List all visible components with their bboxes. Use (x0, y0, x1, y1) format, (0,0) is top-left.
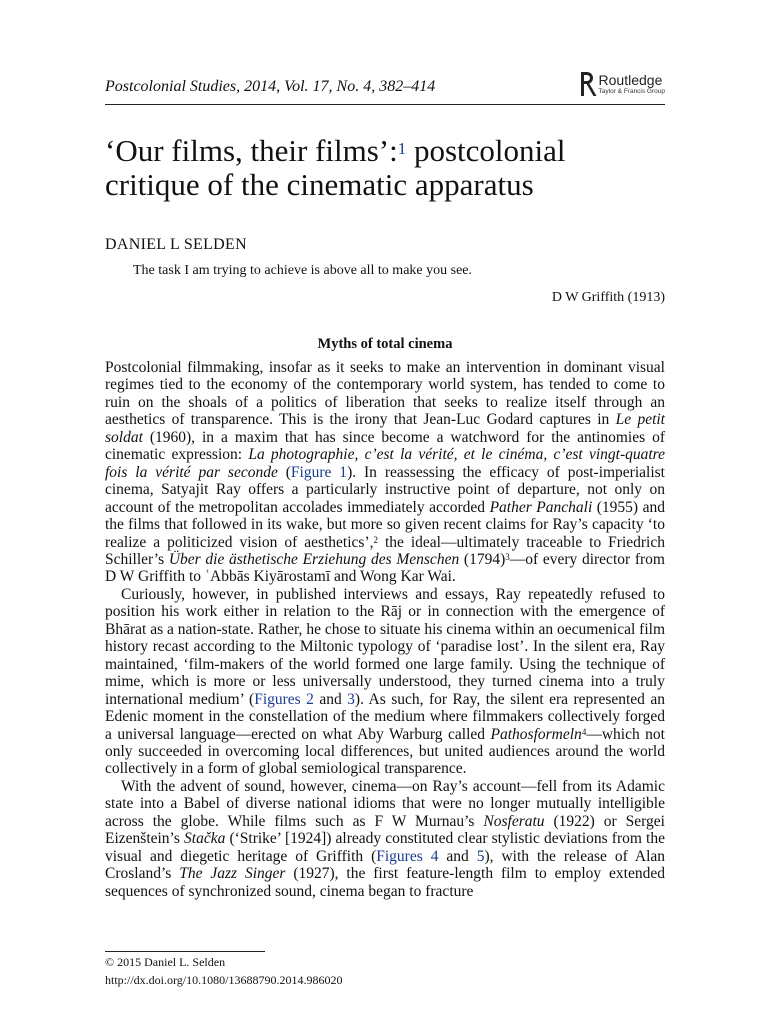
italic-text: The Jazz Singer (179, 865, 286, 883)
figure-reference-link[interactable]: Figures 2 (254, 690, 314, 708)
figure-reference-link[interactable]: 3 (347, 690, 355, 708)
footnote-marker[interactable]: 4 (581, 726, 587, 737)
publisher-subtitle: Taylor & Francis Group (598, 87, 665, 95)
publisher-logo (581, 72, 665, 96)
italic-text: Nosferatu (483, 812, 545, 830)
copyright-line: © 2015 Daniel L. Selden (105, 955, 226, 969)
text-run: ), with the release of Alan Crosland’s (105, 847, 665, 883)
italic-text: Über die ästhetische Erziehung des Menschen (168, 550, 460, 568)
running-header (105, 70, 665, 106)
epigraph-attribution: D W Griffith (1913) (551, 290, 665, 305)
text-run: the ideal—ultimately traceable to Friedrich Schiller’s (105, 533, 665, 568)
title-part-2: postcolonial critique of the cinematic apparatus (105, 133, 566, 202)
title-part-1: ‘Our films, their films’: (105, 133, 398, 168)
title-footnote-link[interactable]: 1 (397, 139, 407, 158)
section-heading: Myths of total cinema (317, 336, 453, 352)
text-run: ( (277, 463, 291, 481)
text-run: and (438, 847, 477, 865)
body-paragraph (105, 778, 665, 900)
text-run: Curiously, however, in published interviews and essays, Ray repeatedly refused to position his work either in relation to the Rāj or in connection with the emergence of Bhārat as a nation-state. Rather, he chose to situate his cinema within an oecumenical film history recast according to the Miltonic typology of ‘paradise lost’. In the silent era, Ray maintained, ‘film-makers of the world formed one large family. Using the technique of mime, which is more or less universally understood, they turned cinema into a truly international medium’ ( (105, 585, 665, 708)
italic-text: La photographie, c’est la vérité, et le cinéma, c’est vingt-quatre fois la vérité par seconde (105, 446, 666, 481)
text-run: With the advent of sound, however, cinema—on Ray’s account—fell from its Adamic state into a Babel of diverse national idioms that were no longer mutually intelligible across the globe. While films such as F W Murnau’s (105, 777, 665, 830)
text-run: (1922) or Sergei Eizenštein’s (105, 812, 665, 848)
body-text (105, 359, 665, 900)
body-paragraph (105, 586, 665, 778)
figure-reference-link[interactable]: 5 (476, 847, 485, 865)
publisher-name: Routledge (598, 71, 663, 88)
text-run: and (313, 690, 348, 708)
text-run: ). As such, for Ray, the silent era represented an Edenic moment in the constellation of the medium where filmmakers collectively forged a universal language—erected on what Aby Warburg called (105, 690, 666, 743)
footnote-marker[interactable]: 3 (505, 551, 510, 562)
epigraph-quote: The task I am trying to achieve is above all to make you see. (133, 263, 473, 278)
text-run: (‘Strike’ [1924]) already constituted clear stylistic deviations from the visual and diegetic heritage of Griffith ( (105, 830, 665, 865)
italic-text: Le petit soldat (105, 411, 665, 446)
text-run: —which not only succeeded in overcoming local differences, but united audiences around the world collectively in a form of global semiological transparence. (105, 725, 665, 778)
text-run: (1960), in a maxim that has since become a watchword for the antinomies of cinematic expression: (105, 428, 665, 464)
footer-rule (105, 951, 265, 952)
italic-text: Pathosformeln (490, 725, 582, 743)
text-run: —of every director from D W Griffith to ʿAbbās Kiyārostamī and Wong Kar Wai. (105, 550, 665, 586)
routledge-r-icon (581, 72, 595, 96)
page-footer (105, 951, 665, 988)
doi-link[interactable]: http://dx.doi.org/10.1080/13688790.2014.986020 (105, 973, 343, 987)
figure-reference-link[interactable]: Figure 1 (290, 463, 348, 481)
text-run: (1794) (459, 550, 506, 568)
text-run: (1955) and the films that followed in its wake, but more so given recent claims for Ray’s capacity ‘to realize a politicized vision of aesthetics’, (105, 498, 666, 551)
italic-text: Pather Panchali (489, 498, 593, 516)
italic-text: Stačka (184, 830, 226, 848)
footnote-marker[interactable]: 2 (373, 534, 378, 545)
author-name: DANIEL L SELDEN (105, 236, 247, 253)
article-title (105, 134, 665, 202)
journal-citation: Postcolonial Studies, 2014, Vol. 17, No. 4, 382–414 (105, 78, 436, 95)
figure-reference-link[interactable]: Figures 4 (376, 847, 439, 865)
text-run: ). In reassessing the efficacy of post-imperialist cinema, Satyajit Ray offers a particularly instructive point of departure, not only on account of the metropolitan accolades immediately accorded (105, 463, 665, 516)
text-run: Postcolonial filmmaking, insofar as it seeks to make an intervention in dominant visual regimes tied to the economy of the contemporary world system, has tended to come to ruin on the shoals of a politics of liberation that seeks to realize itself through an aesthetics of transparence. This is the irony that Jean-Luc Godard captures in (105, 359, 665, 429)
header-rule (105, 104, 665, 105)
body-paragraph (105, 359, 665, 586)
text-run: (1927), the first feature-length film to employ extended sequences of synchronized sound, cinema began to fracture (105, 865, 665, 900)
